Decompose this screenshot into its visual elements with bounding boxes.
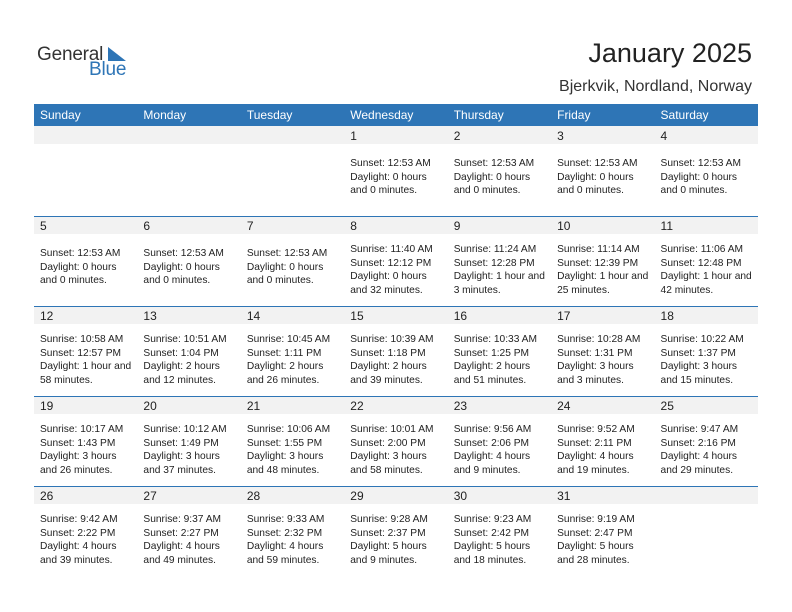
day-number: 28 <box>246 489 261 503</box>
day-cell <box>137 126 240 216</box>
day-cell <box>34 216 137 306</box>
weekday-tuesday: Tuesday <box>246 108 293 122</box>
day-number: 22 <box>350 399 364 413</box>
day-number: 18 <box>660 309 674 323</box>
day-sun-info: Sunrise: 10:12 AM Sunset: 1:49 PM Daylight: 3 hours and 37 minutes. <box>143 424 227 476</box>
day-number: 21 <box>246 399 261 413</box>
day-sun-info: Sunrise: 9:19 AM Sunset: 2:47 PM Daylight: 5 hours and 28 minutes. <box>557 514 635 566</box>
day-cell <box>655 306 758 396</box>
day-sun-info: Sunrise: 9:28 AM Sunset: 2:37 PM Daylight: 5 hours and 9 minutes. <box>350 514 428 566</box>
day-cell <box>241 396 344 486</box>
day-sun-info: Sunrise: 9:23 AM Sunset: 2:42 PM Daylight: 5 hours and 18 minutes. <box>453 514 532 566</box>
day-sun-info: Sunrise: 10:45 AM Sunset: 1:11 PM Daylight: 2 hours and 26 minutes. <box>246 334 331 386</box>
day-cell <box>551 486 654 576</box>
day-cell <box>137 216 240 306</box>
day-sun-info: Sunset: 12:53 AM Daylight: 0 hours and 0 minutes. <box>453 158 535 197</box>
day-number: 5 <box>40 219 47 233</box>
calendar-week <box>34 396 758 486</box>
day-cell <box>137 396 240 486</box>
day-sun-info: Sunrise: 9:33 AM Sunset: 2:32 PM Daylight: 4 hours and 59 minutes. <box>246 514 325 566</box>
day-number: 9 <box>453 219 461 233</box>
day-sun-info: Sunrise: 11:14 AM Sunset: 12:39 PM Daylight: 1 hour and 25 minutes. <box>557 244 649 296</box>
day-number: 3 <box>557 129 564 143</box>
calendar-week <box>34 126 758 216</box>
day-sun-info: Sunrise: 11:40 AM Sunset: 12:12 PM Daylight: 0 hours and 32 minutes. <box>350 244 433 296</box>
page-title: January 2025 <box>588 38 752 68</box>
day-number: 29 <box>350 489 364 503</box>
day-cell <box>34 396 137 486</box>
day-number: 25 <box>660 399 674 413</box>
day-sun-info: Sunrise: 10:22 AM Sunset: 1:37 PM Daylight: 3 hours and 15 minutes. <box>660 334 744 386</box>
day-cell <box>655 126 758 216</box>
logo-general-text: General <box>37 44 104 65</box>
day-cell <box>241 486 344 576</box>
day-cell <box>448 396 551 486</box>
weekday-wednesday: Wednesday <box>350 108 414 122</box>
day-sun-info: Sunrise: 9:42 AM Sunset: 2:22 PM Daylight: 4 hours and 39 minutes. <box>40 514 118 566</box>
day-number: 14 <box>246 309 261 323</box>
week-days <box>34 486 758 576</box>
day-cell <box>448 306 551 396</box>
day-cell <box>344 306 447 396</box>
day-cell <box>655 396 758 486</box>
weekday-header <box>34 104 758 126</box>
day-cell <box>344 486 447 576</box>
day-sun-info: Sunrise: 10:28 AM Sunset: 1:31 PM Daylight: 3 hours and 3 minutes. <box>557 334 641 386</box>
day-sun-info: Sunrise: 11:06 AM Sunset: 12:48 PM Daylight: 1 hour and 42 minutes. <box>660 244 752 296</box>
day-cell <box>448 126 551 216</box>
day-number: 1 <box>350 129 357 143</box>
day-number: 13 <box>143 309 157 323</box>
day-sun-info: Sunrise: 10:01 AM Sunset: 2:00 PM Daylight: 3 hours and 58 minutes. <box>350 424 434 476</box>
weekday-monday: Monday <box>143 108 187 122</box>
weekday-saturday: Saturday <box>660 108 709 122</box>
day-number: 24 <box>557 399 571 413</box>
day-sun-info: Sunrise: 11:24 AM Sunset: 12:28 PM Daylight: 1 hour and 3 minutes. <box>453 244 545 296</box>
day-cell <box>241 126 344 216</box>
day-number: 6 <box>143 219 151 233</box>
day-sun-info: Sunset: 12:53 AM Daylight: 0 hours and 0 minutes. <box>557 158 638 197</box>
calendar-grid <box>34 104 758 576</box>
day-sun-info: Sunrise: 9:52 AM Sunset: 2:11 PM Daylight: 4 hours and 19 minutes. <box>557 424 635 476</box>
weekday-sunday: Sunday <box>40 108 81 122</box>
day-cell <box>655 486 758 576</box>
day-number: 12 <box>40 309 54 323</box>
day-sun-info: Sunset: 12:53 AM Daylight: 0 hours and 0 minutes. <box>143 248 224 287</box>
day-number: 19 <box>40 399 54 413</box>
day-cell <box>34 306 137 396</box>
day-cell <box>344 396 447 486</box>
day-number: 4 <box>660 129 668 143</box>
day-sun-info: Sunrise: 9:47 AM Sunset: 2:16 PM Daylight: 4 hours and 29 minutes. <box>660 424 739 476</box>
day-cell <box>241 306 344 396</box>
weekday-thursday: Thursday <box>453 108 504 122</box>
calendar-week <box>34 486 758 576</box>
day-sun-info: Sunrise: 10:17 AM Sunset: 1:43 PM Daylight: 3 hours and 26 minutes. <box>40 424 124 476</box>
calendar-week <box>34 306 758 396</box>
day-sun-info: Sunset: 12:53 AM Daylight: 0 hours and 0 minutes. <box>40 248 121 287</box>
day-number: 7 <box>246 219 254 233</box>
day-cell <box>137 306 240 396</box>
day-cell <box>551 396 654 486</box>
calendar-week <box>34 216 758 306</box>
day-sun-info: Sunset: 12:53 AM Daylight: 0 hours and 0 minutes. <box>350 158 431 197</box>
day-number: 16 <box>453 309 468 323</box>
day-number: 2 <box>453 129 461 143</box>
day-cell <box>655 216 758 306</box>
day-number: 30 <box>453 489 468 503</box>
day-cell <box>34 126 137 216</box>
weekday-friday: Friday <box>557 108 591 122</box>
day-sun-info: Sunrise: 10:39 AM Sunset: 1:18 PM Daylight: 2 hours and 39 minutes. <box>350 334 434 386</box>
day-number: 15 <box>350 309 364 323</box>
day-number: 11 <box>660 219 673 233</box>
day-cell <box>551 126 654 216</box>
day-cell <box>344 216 447 306</box>
day-cell <box>448 486 551 576</box>
day-sun-info: Sunset: 12:53 AM Daylight: 0 hours and 0 minutes. <box>246 248 328 287</box>
day-sun-info: Sunrise: 9:37 AM Sunset: 2:27 PM Daylight: 4 hours and 49 minutes. <box>143 514 222 566</box>
week-days <box>34 396 758 486</box>
day-sun-info: Sunset: 12:53 AM Daylight: 0 hours and 0 minutes. <box>660 158 741 197</box>
day-sun-info: Sunrise: 10:06 AM Sunset: 1:55 PM Daylight: 3 hours and 48 minutes. <box>246 424 331 476</box>
day-sun-info: Sunrise: 10:51 AM Sunset: 1:04 PM Daylight: 2 hours and 12 minutes. <box>143 334 227 386</box>
day-number: 26 <box>40 489 54 503</box>
day-cell <box>241 216 344 306</box>
location-subtitle: Bjerkvik, Nordland, Norway <box>559 78 752 95</box>
day-cell <box>137 486 240 576</box>
day-cell <box>551 216 654 306</box>
day-sun-info: Sunrise: 10:33 AM Sunset: 1:25 PM Daylight: 2 hours and 51 minutes. <box>453 334 537 386</box>
day-number: 23 <box>453 399 468 413</box>
day-cell <box>344 126 447 216</box>
day-number: 20 <box>143 399 157 413</box>
day-sun-info: Sunrise: 9:56 AM Sunset: 2:06 PM Daylight: 4 hours and 9 minutes. <box>453 424 532 476</box>
logo-blue-text: Blue <box>89 59 127 80</box>
week-days <box>34 126 758 216</box>
day-cell <box>448 216 551 306</box>
day-sun-info: Sunrise: 10:58 AM Sunset: 12:57 PM Daylight: 1 hour and 58 minutes. <box>40 334 132 386</box>
day-cell <box>551 306 654 396</box>
logo <box>37 44 147 84</box>
day-number: 17 <box>557 309 571 323</box>
calendar-weeks <box>34 126 758 576</box>
day-number: 27 <box>143 489 157 503</box>
day-number: 8 <box>350 219 357 233</box>
day-cell <box>34 486 137 576</box>
day-number: 10 <box>557 219 571 233</box>
day-number: 31 <box>557 489 571 503</box>
week-days <box>34 306 758 396</box>
week-days <box>34 216 758 306</box>
